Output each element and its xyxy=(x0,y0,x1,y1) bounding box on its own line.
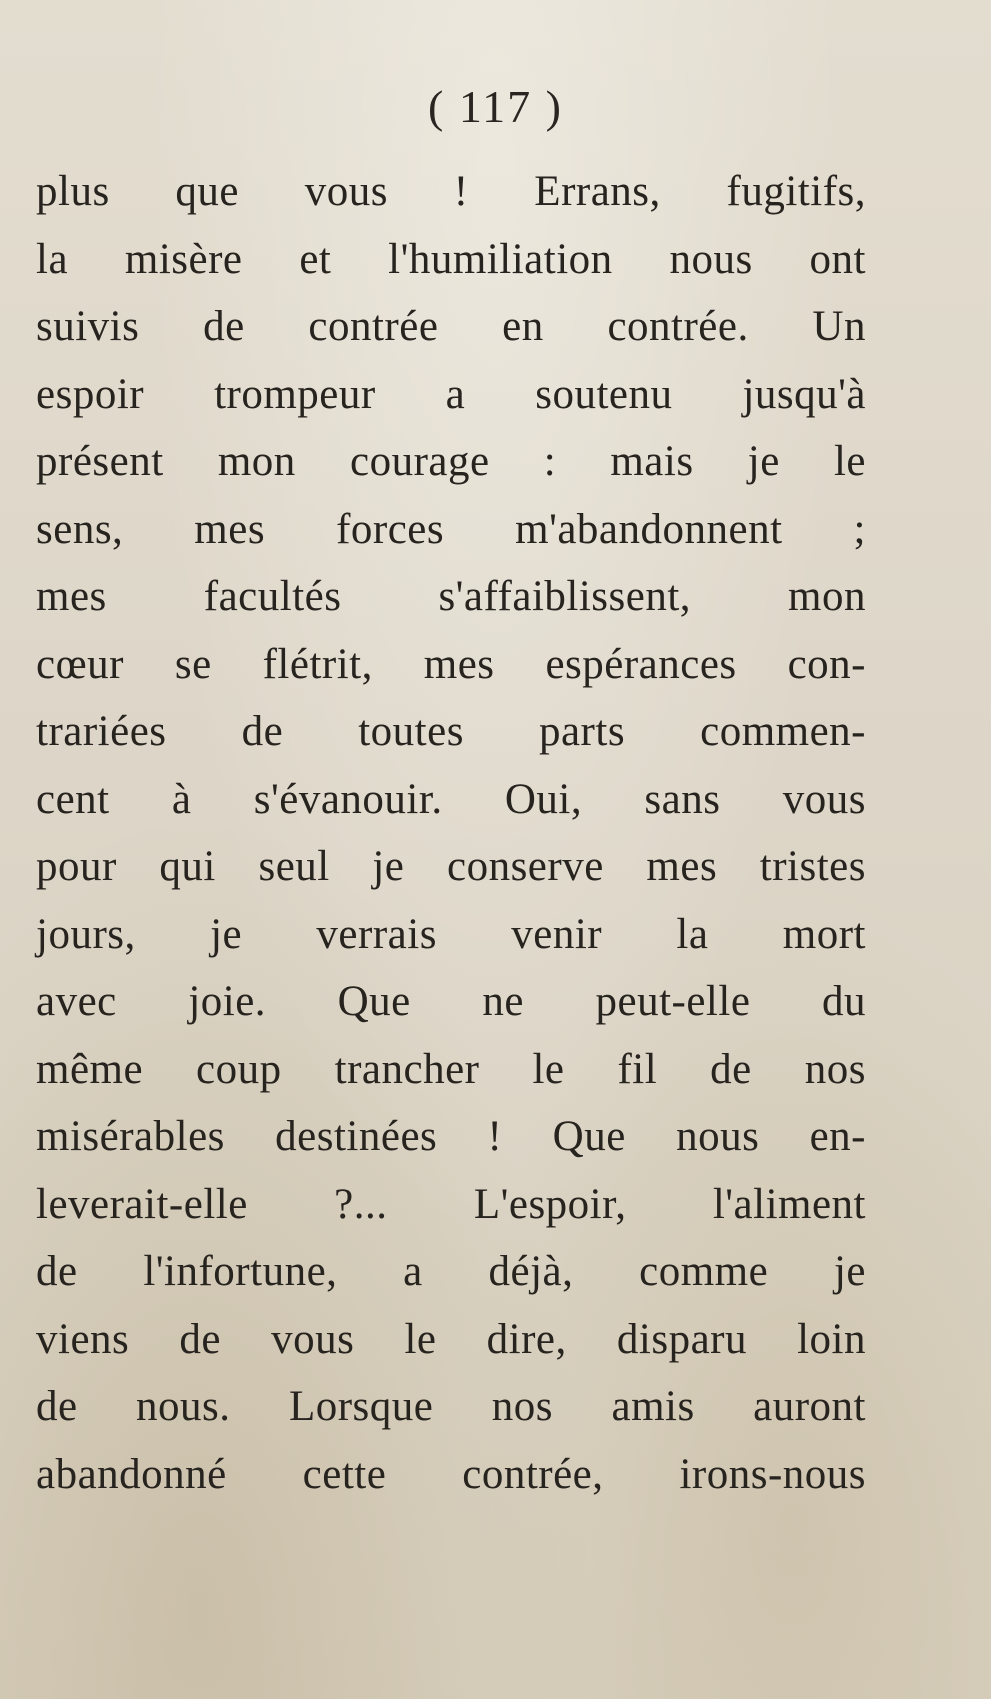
text-line-18: viens de vous le dire, disparu loin xyxy=(36,1315,866,1363)
text-line-4: espoir trompeur a soutenu jusqu'à xyxy=(36,370,866,418)
text-line-10: cent à s'évanouir. Oui, sans vous xyxy=(36,775,866,823)
text-line-2: la misère et l'humiliation nous ont xyxy=(36,235,866,283)
text-line-19: de nous. Lorsque nos amis auront xyxy=(36,1383,866,1430)
text-line-15: misérables destinées ! Que nous en- xyxy=(36,1113,866,1160)
text-line-5: présent mon courage : mais je le xyxy=(36,438,866,485)
text-line-8: cœur se flétrit, mes espérances con- xyxy=(36,640,866,688)
text-line-12: jours, je verrais venir la mort xyxy=(36,910,866,958)
text-line-6: sens, mes forces m'abandonnent ; xyxy=(36,505,866,553)
text-line-3: suivis de contrée en contrée. Un xyxy=(36,303,866,350)
page-number: ( 117 ) xyxy=(428,81,563,132)
body-text xyxy=(36,158,866,1508)
text-line-17: de l'infortune, a déjà, comme je xyxy=(36,1248,866,1295)
text-line-20: abandonné cette contrée, irons-nous xyxy=(36,1450,866,1498)
text-line-9: trariées de toutes parts commen- xyxy=(36,708,866,755)
text-line-1: plus que vous ! Errans, fugitifs, xyxy=(36,168,866,215)
text-line-11: pour qui seul je conserve mes tristes xyxy=(36,843,866,890)
text-line-16: leverait-elle ?... L'espoir, l'aliment xyxy=(36,1180,866,1228)
text-line-7: mes facultés s'affaiblissent, mon xyxy=(36,573,866,620)
text-line-14: même coup trancher le fil de nos xyxy=(36,1045,866,1093)
text-line-13: avec joie. Que ne peut-elle du xyxy=(36,978,866,1025)
